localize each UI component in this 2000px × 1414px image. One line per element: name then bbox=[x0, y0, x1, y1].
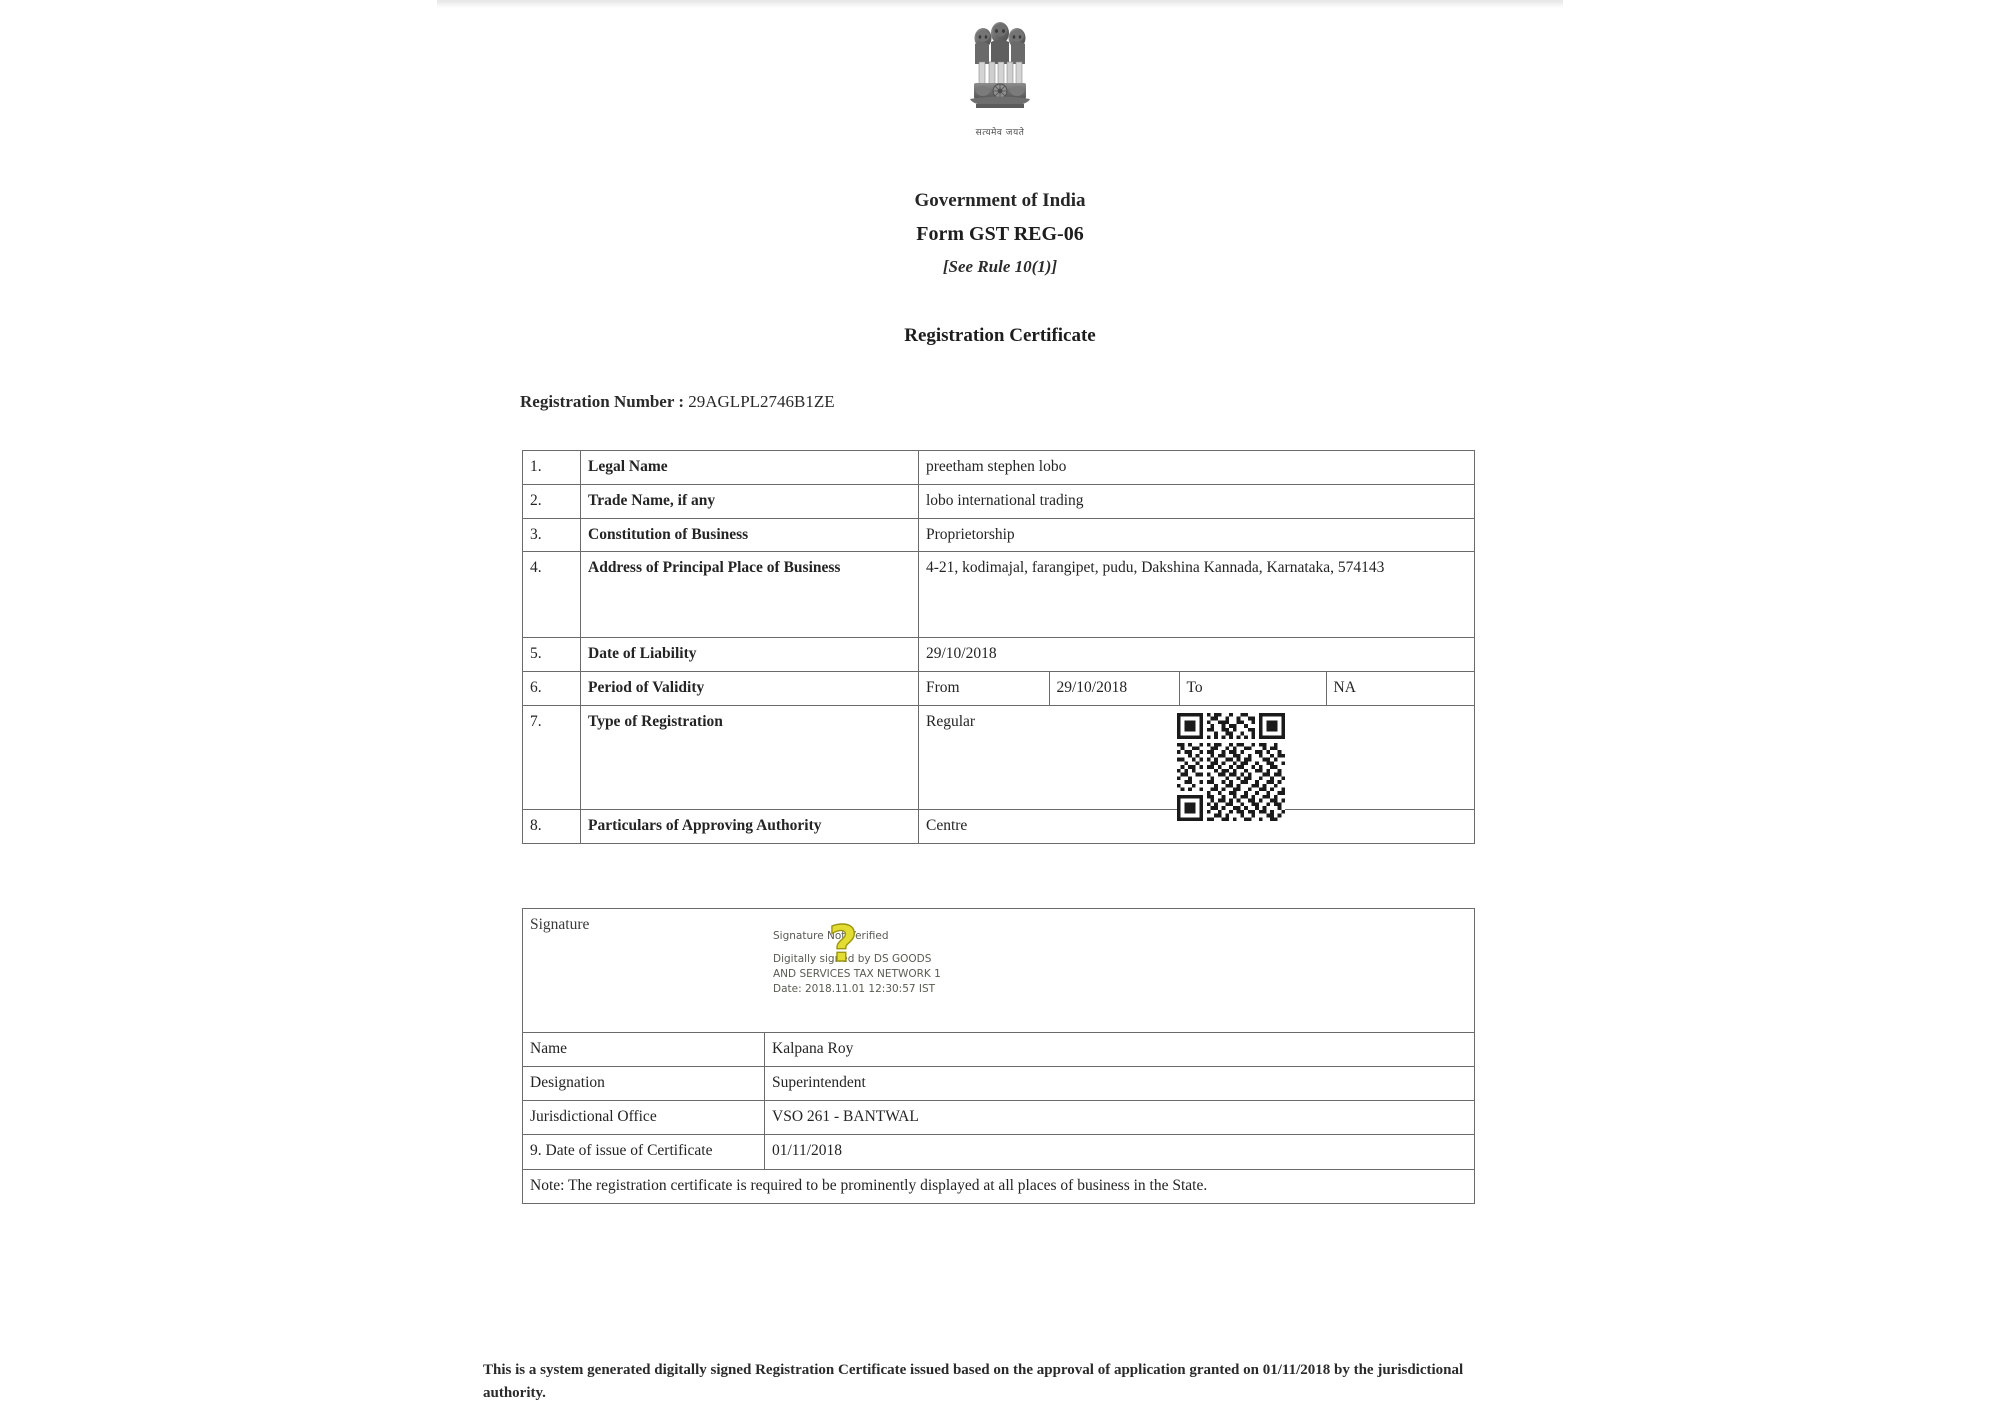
signature-label: Signature bbox=[530, 916, 590, 933]
row-label: Date of Liability bbox=[581, 638, 919, 672]
authority-label: Jurisdictional Office bbox=[523, 1101, 765, 1135]
row-label: Constitution of Business bbox=[581, 518, 919, 552]
table-row bbox=[523, 1067, 1475, 1101]
signature-authority-table bbox=[522, 908, 1475, 1204]
row-serial: 4. bbox=[523, 552, 581, 638]
government-heading: Government of India bbox=[914, 190, 1086, 211]
signed-by-line-2: AND SERVICES TAX NETWORK 1 bbox=[773, 967, 941, 980]
footer-note: This is a system generated digitally signed Registration Certificate issued based on the approval of application granted on 01/11/2018 by the jurisdictional authority. bbox=[483, 1362, 1464, 1401]
row-serial: 5. bbox=[523, 638, 581, 672]
table-row bbox=[523, 1033, 1475, 1067]
table-row-period-of-validity bbox=[523, 672, 1475, 706]
national-emblem-icon bbox=[967, 16, 1033, 124]
certificate-title: Registration Certificate bbox=[904, 325, 1096, 346]
row-value-with-qr bbox=[919, 706, 1475, 810]
row-serial: 2. bbox=[523, 484, 581, 518]
certificate-details-table bbox=[522, 450, 1475, 844]
row-serial: 1. bbox=[523, 451, 581, 485]
document-page bbox=[437, 0, 1563, 1414]
authority-label: Name bbox=[523, 1033, 765, 1067]
authority-label: Designation bbox=[523, 1067, 765, 1101]
qr-code-icon bbox=[1177, 712, 1285, 822]
registration-number-line bbox=[520, 392, 835, 412]
row-serial: 7. bbox=[523, 706, 581, 810]
validity-to-value: NA bbox=[1326, 672, 1474, 705]
authority-value: VSO 261 - BANTWAL bbox=[765, 1101, 1475, 1135]
row-value: Proprietorship bbox=[919, 518, 1475, 552]
row-label: Legal Name bbox=[581, 451, 919, 485]
table-row-type-of-registration bbox=[523, 706, 1475, 810]
authority-label: 9. Date of issue of Certificate bbox=[523, 1135, 765, 1169]
form-heading: Form GST REG-06 bbox=[916, 223, 1084, 245]
certificate-note: Note: The registration certificate is required to be prominently displayed at all places of business in the State. bbox=[523, 1169, 1475, 1203]
row-label: Period of Validity bbox=[581, 672, 919, 706]
table-row bbox=[523, 451, 1475, 485]
validity-from-label: From bbox=[919, 672, 1049, 705]
table-row bbox=[523, 1135, 1475, 1169]
row-label: Type of Registration bbox=[581, 706, 919, 810]
table-row bbox=[523, 518, 1475, 552]
row-value: 29/10/2018 bbox=[919, 638, 1475, 672]
authority-value: 01/11/2018 bbox=[765, 1135, 1475, 1169]
registration-number-label: Registration Number : bbox=[520, 392, 684, 411]
signature-cell bbox=[523, 909, 1475, 1033]
table-row bbox=[523, 484, 1475, 518]
type-of-registration-value: Regular bbox=[926, 713, 976, 731]
note-row bbox=[523, 1169, 1475, 1203]
rule-reference: [See Rule 10(1)] bbox=[942, 257, 1058, 276]
registration-number-value: 29AGLPL2746B1ZE bbox=[688, 392, 835, 411]
signature-row bbox=[523, 909, 1475, 1033]
digital-signature-stamp bbox=[773, 929, 941, 997]
signed-by-line-1: Digitally signed by DS GOODS bbox=[773, 952, 932, 965]
authority-value: Kalpana Roy bbox=[765, 1033, 1475, 1067]
signature-date-line: Date: 2018.11.01 12:30:57 IST bbox=[773, 982, 936, 995]
authority-value: Superintendent bbox=[765, 1067, 1475, 1101]
row-value: Centre bbox=[919, 810, 1475, 844]
table-row bbox=[523, 552, 1475, 638]
signature-not-verified-text: Signature Not Verified bbox=[773, 930, 889, 942]
row-serial: 6. bbox=[523, 672, 581, 706]
row-value: 4-21, kodimajal, farangipet, pudu, Dakshina Kannada, Karnataka, 574143 bbox=[919, 552, 1475, 638]
row-serial: 3. bbox=[523, 518, 581, 552]
svg-text:?: ? bbox=[828, 915, 858, 969]
validity-from-value: 29/10/2018 bbox=[1049, 672, 1179, 705]
table-row bbox=[523, 810, 1475, 844]
emblem-block bbox=[437, 16, 1563, 138]
period-of-validity-cell bbox=[919, 672, 1475, 706]
row-label: Trade Name, if any bbox=[581, 484, 919, 518]
validity-to-label: To bbox=[1179, 672, 1326, 705]
row-value: lobo international trading bbox=[919, 484, 1475, 518]
table-row bbox=[523, 638, 1475, 672]
row-serial: 8. bbox=[523, 810, 581, 844]
table-row bbox=[523, 1101, 1475, 1135]
emblem-motto: सत्यमेव जयते bbox=[975, 128, 1025, 138]
row-label: Particulars of Approving Authority bbox=[581, 810, 919, 844]
row-label: Address of Principal Place of Business bbox=[581, 552, 919, 638]
row-value: preetham stephen lobo bbox=[919, 451, 1475, 485]
